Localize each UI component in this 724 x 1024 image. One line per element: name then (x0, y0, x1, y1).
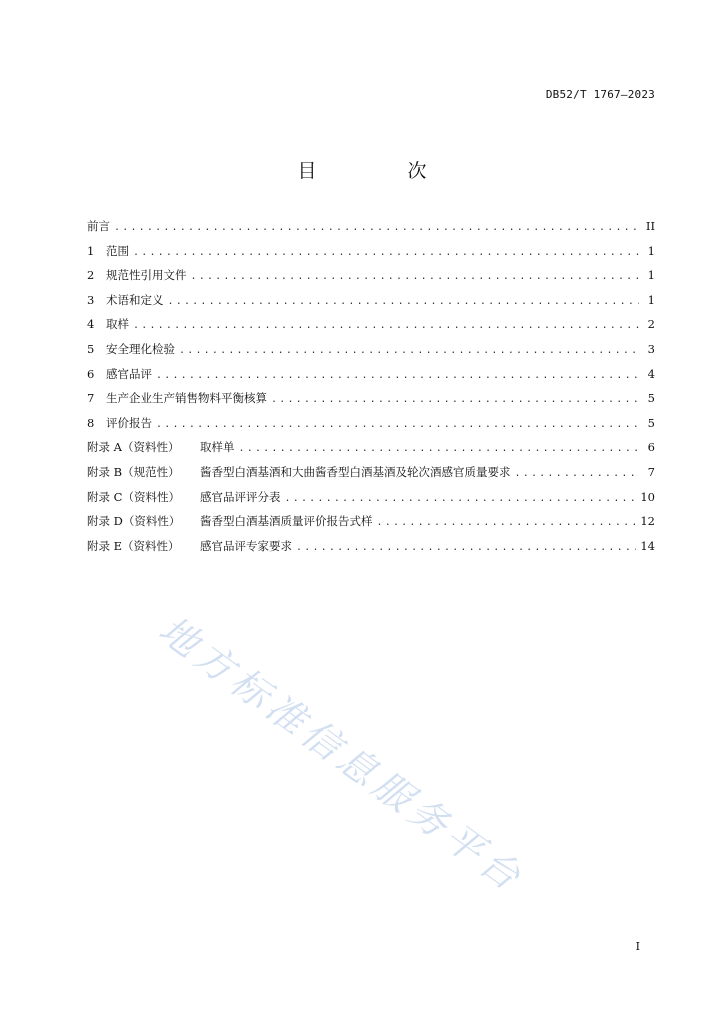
leader-dots (133, 247, 639, 258)
toc-entry-number: 2 (87, 268, 95, 283)
toc-entry[interactable] (87, 341, 655, 366)
toc-entry-page: II (645, 219, 655, 233)
toc-appendix-entry[interactable] (87, 439, 655, 464)
toc-entry-label: 评价报告 (106, 415, 152, 430)
appendix-page: 7 (647, 464, 655, 479)
toc-entry-page: 4 (647, 366, 655, 381)
toc-appendix-entry[interactable] (87, 538, 655, 563)
watermark: 地方标准信息服务平台 (150, 607, 533, 902)
leader-dots (296, 542, 636, 553)
leader-dots (285, 493, 637, 504)
leader-dots (515, 468, 640, 479)
appendix-page: 12 (640, 514, 655, 529)
page-number: I (635, 940, 640, 953)
leader-dots (156, 370, 639, 381)
appendix-page: 14 (640, 538, 655, 553)
appendix-tag: 附录 B（规范性） (87, 464, 180, 479)
appendix-label: 酱香型白酒基酒和大曲酱香型白酒基酒及轮次酒感官质量要求 (200, 464, 511, 479)
standard-code: DB52/T 1767—2023 (545, 88, 655, 101)
appendix-tag: 附录 A（资料性） (87, 440, 180, 455)
toc-entry-page: 2 (647, 317, 655, 332)
toc-entry[interactable] (87, 218, 655, 243)
toc-entry-number: 6 (87, 366, 95, 381)
appendix-label: 感官品评专家要求 (200, 538, 292, 553)
toc-entry-label: 前言 (87, 219, 110, 233)
appendix-label: 感官品评评分表 (200, 489, 281, 504)
toc-appendix-entry[interactable] (87, 489, 655, 514)
appendix-tag: 附录 C（资料性） (87, 489, 180, 504)
appendix-page: 10 (640, 489, 655, 504)
leader-dots (168, 296, 640, 307)
toc-entry[interactable] (87, 267, 655, 292)
toc-entry[interactable] (87, 243, 655, 268)
toc-entry-label: 规范性引用文件 (106, 268, 187, 283)
toc-entry[interactable] (87, 316, 655, 341)
toc-entry-label: 术语和定义 (106, 292, 164, 307)
appendix-tag: 附录 D（资料性） (87, 514, 181, 529)
toc-entry-number: 7 (87, 391, 95, 406)
leader-dots (156, 419, 639, 430)
toc-entry[interactable] (87, 415, 655, 440)
leader-dots (271, 394, 639, 405)
appendix-label: 酱香型白酒基酒质量评价报告式样 (200, 514, 373, 529)
toc-entry-label: 生产企业生产销售物料平衡核算 (106, 391, 267, 406)
leader-dots (179, 345, 639, 356)
toc-entry[interactable] (87, 366, 655, 391)
leader-dots (133, 320, 639, 331)
toc-entry-label: 范围 (106, 243, 129, 258)
toc-entry[interactable] (87, 292, 655, 317)
toc-entry-page: 1 (647, 243, 655, 258)
toc-entry-page: 1 (647, 268, 655, 283)
table-of-contents (87, 218, 655, 562)
leader-dots (114, 222, 639, 233)
toc-entry-label: 取样 (106, 317, 129, 332)
toc-entry-number: 3 (87, 292, 95, 307)
toc-entry-page: 5 (647, 415, 655, 430)
appendix-page: 6 (647, 440, 655, 455)
toc-entry-number: 4 (87, 317, 95, 332)
toc-entry-number: 1 (87, 243, 95, 258)
toc-appendix-entry[interactable] (87, 464, 655, 489)
toc-appendix-entry[interactable] (87, 513, 655, 538)
leader-dots (377, 517, 637, 528)
toc-title: 目 次 (297, 160, 463, 182)
toc-entry-label: 感官品评 (106, 366, 152, 381)
appendix-tag: 附录 E（资料性） (87, 538, 180, 553)
toc-entry-page: 1 (647, 292, 655, 307)
toc-entry-number: 8 (87, 415, 95, 430)
toc-entry-number: 5 (87, 341, 95, 356)
toc-entry[interactable] (87, 390, 655, 415)
leader-dots (191, 271, 640, 282)
appendix-label: 取样单 (200, 440, 235, 455)
toc-entry-page: 3 (647, 341, 655, 356)
toc-entry-label: 安全理化检验 (106, 341, 175, 356)
leader-dots (239, 443, 640, 454)
toc-entry-page: 5 (647, 391, 655, 406)
